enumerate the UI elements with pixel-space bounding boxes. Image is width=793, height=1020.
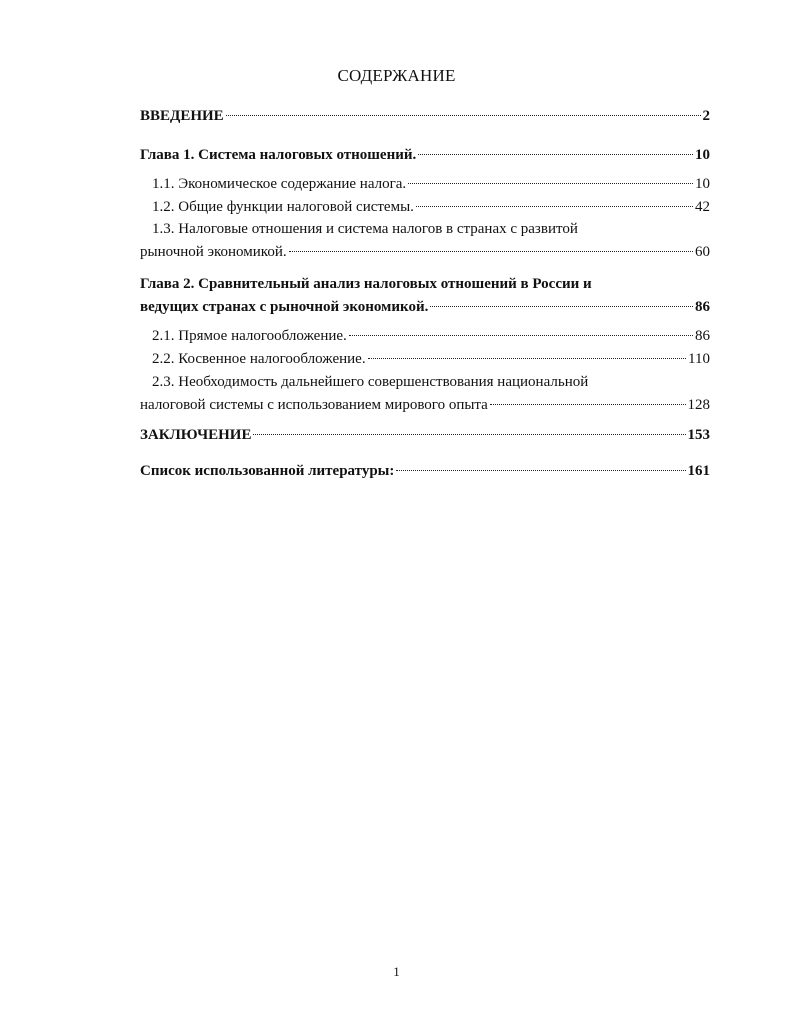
- toc-entry-label: 2.2. Косвенное налогообложение.: [152, 351, 366, 367]
- toc-entry-section-1-2[interactable]: [152, 198, 710, 216]
- toc-entry-label: налоговой системы с использованием мирового опыта: [140, 397, 488, 413]
- toc-entry-bibliography[interactable]: [140, 462, 710, 480]
- toc-entry-label: ВВЕДЕНИЕ: [140, 108, 224, 124]
- toc-entry-section-1-1[interactable]: [152, 175, 710, 193]
- toc-entry-page: 10: [695, 176, 710, 192]
- toc-entry-label: 2.1. Прямое налогообложение.: [152, 328, 347, 344]
- toc-entry-section-2-2[interactable]: [152, 350, 710, 368]
- dot-leader: [418, 154, 693, 155]
- toc-entry-label: ЗАКЛЮЧЕНИЕ: [140, 427, 252, 443]
- toc-entry-label: ведущих странах с рыночной экономикой.: [140, 299, 429, 315]
- toc-entry-page: 10: [695, 147, 710, 163]
- dot-leader: [408, 183, 693, 184]
- toc-entry-section-2-1[interactable]: [152, 327, 710, 345]
- page-title: СОДЕРЖАНИЕ: [337, 66, 456, 85]
- dot-leader: [490, 404, 686, 405]
- toc-entry-page: 153: [687, 427, 710, 443]
- toc-entry-page: 161: [687, 463, 710, 479]
- toc-entry-section-2-3[interactable]: [140, 396, 710, 414]
- toc-entry-chapter-2[interactable]: [140, 298, 710, 316]
- toc-entry-label: 1.2. Общие функции налоговой системы.: [152, 199, 414, 215]
- dot-leader: [396, 470, 685, 471]
- toc-entry-label: 1.1. Экономическое содержание налога.: [152, 176, 407, 192]
- toc-entry-introduction[interactable]: [140, 107, 710, 125]
- toc-entry-page: 110: [688, 351, 710, 367]
- toc-entry-page: 60: [695, 244, 710, 260]
- toc-entry-chapter-2-line1[interactable]: Глава 2. Сравнительный анализ налоговых отношений в России и: [140, 276, 592, 292]
- dot-leader: [226, 115, 701, 116]
- toc-entry-page: 2: [702, 108, 710, 124]
- toc-entry-page: 42: [695, 199, 710, 215]
- toc-entry-section-1-3[interactable]: [140, 243, 710, 261]
- dot-leader: [368, 358, 686, 359]
- toc-entry-label: Глава 1. Система налоговых отношений.: [140, 147, 417, 163]
- toc-entry-page: 86: [695, 299, 710, 315]
- dot-leader: [416, 206, 693, 207]
- toc-entry-page: 128: [687, 397, 710, 413]
- toc-entry-conclusion[interactable]: [140, 426, 710, 444]
- toc-entry-label: Список использованной литературы:: [140, 463, 395, 479]
- toc-entry-chapter-1[interactable]: [140, 146, 710, 164]
- toc-entry-section-2-3-line1[interactable]: 2.3. Необходимость дальнейшего совершенствования национальной: [152, 374, 589, 390]
- page-number: 1: [393, 964, 400, 979]
- dot-leader: [349, 335, 693, 336]
- toc-entry-label: рыночной экономикой.: [140, 244, 287, 260]
- dot-leader: [430, 306, 693, 307]
- dot-leader: [253, 434, 685, 435]
- toc-entry-section-1-3-line1[interactable]: 1.3. Налоговые отношения и система налогов в странах с развитой: [152, 221, 578, 237]
- toc-entry-page: 86: [695, 328, 710, 344]
- dot-leader: [289, 251, 693, 252]
